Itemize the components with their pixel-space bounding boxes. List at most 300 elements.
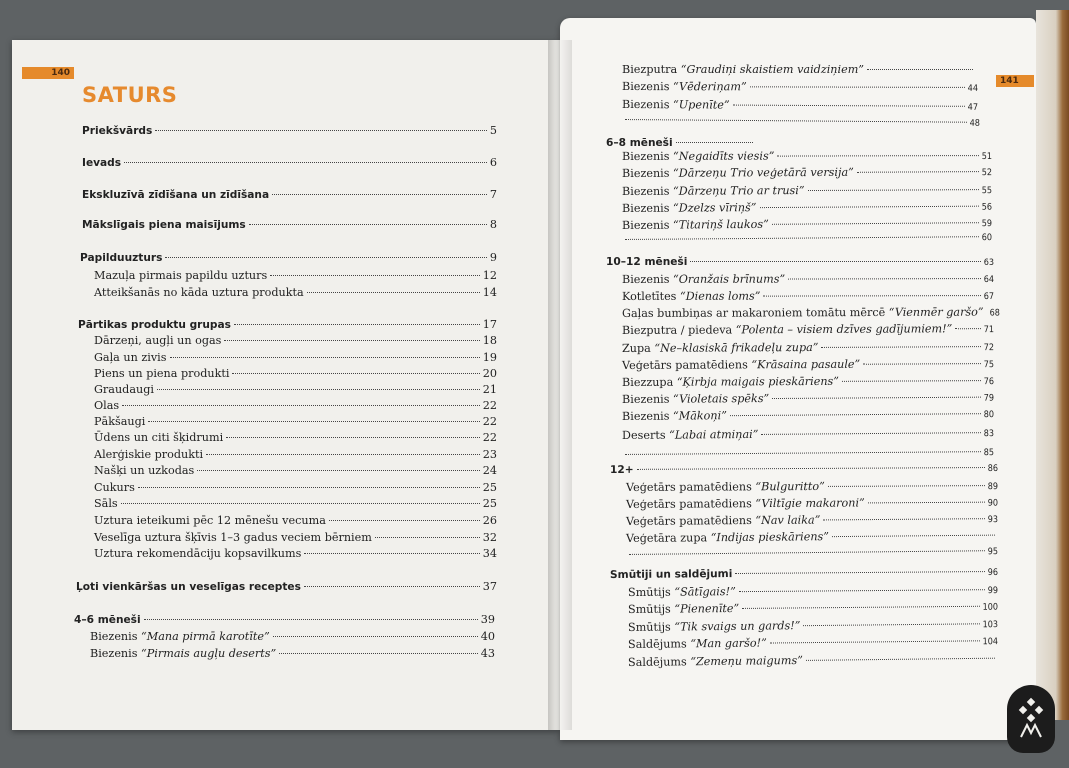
toc-entry-label — [94, 431, 223, 444]
toc-entry-label — [628, 619, 801, 634]
toc-entry-label — [628, 637, 767, 651]
right-toc-entry — [622, 165, 992, 180]
toc-entry-text: Saldējums — [627, 637, 691, 651]
toc-entry-page: 60 — [981, 233, 993, 244]
toc-entry-page: 67 — [983, 292, 995, 303]
toc-entry-text: Zupa — [621, 341, 655, 355]
toc-entry-label — [606, 256, 687, 268]
toc-entry-recipe-title: “Ķirbja maigais pieskāriens” — [676, 374, 840, 389]
left-toc-entry — [94, 464, 497, 477]
toc-entry-label — [94, 383, 154, 396]
toc-entry-page: 5 — [489, 124, 497, 137]
toc-entry-text: Deserts — [621, 428, 670, 442]
dot-leader — [821, 346, 980, 348]
left-page-number: 140 — [22, 67, 74, 79]
right-toc-entry — [622, 340, 994, 355]
toc-entry-text: 12+ — [609, 463, 634, 476]
left-toc-entry — [90, 647, 495, 660]
dot-leader — [823, 518, 984, 520]
toc-entry-page: 8 — [489, 218, 497, 231]
toc-entry-page: 51 — [981, 152, 993, 163]
toc-entry-label — [622, 218, 769, 232]
dot-leader — [304, 586, 480, 587]
toc-entry-recipe-title: “Titariņš laukos” — [672, 217, 769, 232]
toc-entry-text: Olas — [94, 399, 120, 412]
toc-entry-label — [94, 547, 301, 560]
toc-entry-page: 99 — [987, 586, 999, 597]
right-toc-entry — [622, 80, 978, 94]
toc-entry-page: 68 — [989, 308, 1000, 319]
toc-entry-recipe-title: “Negaidīts viesis” — [673, 149, 775, 163]
toc-entry-text: Graudaugi — [94, 383, 154, 396]
toc-entry-text: Piens un piena produkti — [94, 367, 230, 380]
toc-entry-text: Biezenis — [621, 80, 674, 94]
toc-entry-label — [626, 513, 821, 528]
toc-entry-text: Mākslīgais piena maisījums — [82, 219, 246, 231]
toc-entry-recipe-title: “Vēderiņam” — [673, 80, 747, 94]
dot-leader — [777, 155, 978, 157]
dot-leader — [733, 105, 965, 107]
dot-leader — [857, 171, 979, 173]
right-toc-entry — [622, 272, 994, 286]
toc-entry-label — [628, 602, 739, 616]
toc-entry-page: 55 — [981, 186, 993, 197]
right-toc-entry — [606, 137, 756, 149]
toc-entry-label — [622, 375, 839, 389]
dot-leader — [629, 550, 985, 555]
dot-leader — [329, 520, 480, 521]
dot-leader — [788, 278, 981, 280]
toc-entry-label — [94, 497, 118, 510]
toc-entry-page: 6 — [489, 156, 497, 169]
left-toc-entry — [80, 251, 497, 264]
toc-entry-text: Mazuļa pirmais papildu uzturs — [94, 269, 268, 282]
toc-entry-label — [606, 137, 673, 149]
toc-entry-page: 22 — [482, 431, 497, 444]
toc-entry-label — [94, 367, 229, 380]
right-toc-entry — [622, 149, 992, 163]
toc-entry-page: 71 — [983, 325, 995, 336]
toc-entry-text: Biezenis — [621, 218, 674, 232]
toc-entry-recipe-title: “Tik svaigs un gards!” — [674, 619, 801, 634]
toc-entry-label — [622, 322, 952, 337]
toc-entry-label — [626, 530, 829, 545]
toc-entry-text: Našķi un uzkodas — [94, 464, 195, 477]
toc-entry-page: 64 — [983, 275, 995, 286]
toc-entry-text: Veģetārs pamatēdiens — [625, 480, 756, 494]
toc-entry-text: Cukurs — [94, 481, 135, 494]
dot-leader — [867, 69, 973, 70]
toc-entry-text: Veģetārs pamatēdiens — [625, 497, 756, 511]
toc-entry-label — [94, 464, 194, 477]
toc-entry-recipe-title: “Graudiņi skaistiem vaidziņiem” — [680, 63, 865, 76]
toc-entry-text: Smūtiji un saldējumi — [609, 568, 733, 581]
toc-entry-text: Sāls — [94, 497, 118, 510]
dot-leader — [772, 397, 980, 399]
toc-entry-text: Saldējums — [627, 655, 691, 669]
dot-leader — [955, 328, 980, 329]
toc-entry-text: 6–8 mēneši — [606, 137, 673, 149]
dot-leader — [122, 405, 480, 406]
toc-entry-page: 63 — [983, 258, 994, 268]
toc-entry-page: 22 — [482, 399, 497, 412]
toc-entry-page: 25 — [482, 481, 497, 494]
dot-leader — [637, 467, 985, 470]
toc-entry-page: 21 — [482, 383, 497, 396]
toc-entry-page: 90 — [987, 498, 999, 509]
dot-leader — [279, 653, 478, 654]
dot-leader — [375, 537, 480, 538]
dot-leader — [144, 619, 478, 620]
dot-leader — [868, 502, 985, 504]
right-toc-entry — [606, 256, 994, 268]
dot-leader — [272, 194, 487, 195]
toc-entry-label — [622, 409, 727, 423]
toc-entry-page: 20 — [482, 367, 497, 380]
toc-entry-page: 89 — [987, 482, 999, 493]
toc-entry-label — [622, 201, 757, 215]
toc-entry-page: 72 — [983, 343, 995, 354]
left-toc-entry — [94, 286, 497, 299]
toc-entry-text: Biezenis — [90, 647, 142, 660]
toc-entry-page: 48 — [969, 118, 981, 129]
dot-leader — [735, 571, 984, 574]
dot-leader — [625, 119, 967, 123]
toc-entry-label — [80, 252, 162, 264]
toc-entry-recipe-title: “Krāsaina pasaule” — [751, 357, 861, 372]
dot-leader — [690, 261, 980, 262]
toc-entry-recipe-title: “Mana pirmā karotīte” — [141, 630, 270, 643]
toc-entry-label — [628, 585, 736, 599]
book-spine — [548, 40, 572, 730]
dot-leader — [742, 606, 979, 609]
toc-entry-text: Biezenis — [621, 201, 674, 215]
left-toc-entry — [78, 318, 497, 331]
toc-entry-text: 4–6 mēneši — [74, 614, 141, 626]
toc-entry-text: Biezenis — [621, 166, 674, 180]
right-toc-entry — [626, 496, 998, 511]
toc-entry-recipe-title: “Vienmēr garšo” — [888, 305, 984, 319]
toc-entry-page: 104 — [982, 637, 999, 648]
toc-entry-text: Biezenis — [621, 272, 674, 286]
toc-entry-page: 22 — [482, 415, 497, 428]
toc-entry-page: 40 — [480, 630, 495, 643]
left-toc-entry — [76, 580, 497, 593]
toc-entry-label — [74, 614, 141, 626]
toc-entry-label — [90, 647, 276, 660]
left-toc-entry — [94, 514, 497, 527]
toc-entry-page: 59 — [981, 219, 993, 230]
toc-entry-text: Ievads — [82, 157, 122, 169]
toc-entry-recipe-title: “Oranžais brīnums” — [673, 272, 786, 286]
toc-entry-text: Pākšaugi — [94, 415, 146, 428]
toc-entry-label — [76, 581, 301, 593]
right-toc-entry — [622, 200, 992, 215]
toc-entry-page: 9 — [489, 251, 497, 264]
left-toc-entry — [94, 334, 497, 347]
left-toc-entry — [94, 547, 497, 560]
left-toc-entry — [94, 481, 497, 494]
dot-leader — [197, 470, 479, 471]
toc-entry-label — [622, 273, 785, 286]
dot-leader — [124, 162, 487, 163]
toc-entry-page: 25 — [482, 497, 497, 510]
dot-leader — [155, 130, 487, 131]
toc-entry-text: Biezenis — [621, 149, 674, 163]
left-toc-entry — [94, 415, 497, 428]
toc-entry-label — [94, 399, 119, 412]
right-toc-entry — [622, 289, 994, 303]
toc-entry-text: Gaļa un zivis — [94, 351, 167, 364]
toc-entry-text: Biezenis — [621, 409, 674, 423]
toc-entry-label — [94, 351, 167, 364]
toc-entry-recipe-title: “Ne–klasiskā frikadeļu zupa” — [654, 340, 819, 355]
toc-entry-label — [94, 531, 372, 544]
toc-entry-label — [94, 334, 221, 347]
dot-leader — [304, 553, 479, 554]
toc-entry-text: Biezputra — [622, 63, 681, 76]
left-toc-entry — [94, 383, 497, 396]
toc-entry-text: Alerģiskie produkti — [94, 448, 204, 461]
toc-entry-page: 56 — [981, 202, 993, 213]
toc-entry-label — [626, 496, 865, 511]
toc-entry-text: Dārzeņi, augļi un ogas — [94, 334, 222, 347]
toc-entry-recipe-title: “Mākoņi” — [672, 409, 727, 423]
toc-entry-page: 76 — [983, 377, 995, 388]
left-toc-entry — [82, 124, 497, 137]
toc-entry-label — [90, 630, 270, 643]
toc-entry-label — [626, 480, 825, 494]
toc-entry-page: 7 — [489, 188, 497, 201]
toc-entry-text: Uztura rekomendāciju kopsavilkums — [94, 547, 302, 560]
right-toc-entry — [622, 63, 976, 76]
dot-leader — [772, 222, 979, 225]
dot-leader — [761, 432, 980, 435]
toc-entry-label — [82, 125, 152, 137]
dot-leader — [138, 487, 480, 488]
toc-entry-text: Smūtijs — [627, 620, 675, 634]
toc-entry-recipe-title: “Pirmais augļu deserts” — [141, 647, 277, 660]
dot-leader — [232, 373, 479, 374]
left-toc-entry — [94, 351, 497, 364]
toc-entry-text: Biezenis — [621, 184, 674, 198]
dot-leader — [832, 535, 995, 537]
toc-entry-text: Biezenis — [90, 630, 142, 643]
toc-entry-page: 86 — [987, 463, 999, 475]
right-toc-entry — [626, 479, 998, 494]
toc-entry-label — [622, 80, 747, 93]
toc-entry-label — [94, 415, 145, 428]
toc-entry-page: 24 — [482, 464, 497, 477]
toc-entry-text: Smūtijs — [627, 585, 675, 599]
toc-title: SATURS — [82, 83, 178, 107]
toc-entry-recipe-title: “Zemeņu maigums” — [690, 653, 803, 669]
dot-leader — [273, 636, 478, 637]
dot-leader — [763, 295, 980, 297]
dot-leader — [148, 421, 479, 422]
dot-leader — [249, 224, 487, 225]
left-toc-entry — [82, 188, 497, 201]
toc-entry-text: Veģetāra zupa — [625, 531, 711, 545]
toc-entry-recipe-title: “Bulguritto” — [755, 479, 825, 494]
toc-entry-label — [622, 290, 760, 303]
toc-entry-page: 79 — [983, 393, 995, 404]
toc-entry-label — [94, 481, 135, 494]
toc-entry-text: Smūtijs — [627, 602, 675, 616]
toc-entry-page: 43 — [480, 647, 495, 660]
dot-leader — [206, 454, 480, 455]
left-toc-entry — [94, 399, 497, 412]
toc-entry-label — [82, 219, 246, 231]
toc-entry-label — [622, 392, 769, 406]
toc-entry-text: Veselīga uztura šķīvis 1–3 gadus veciem bērniem — [94, 531, 372, 544]
dot-leader — [842, 380, 981, 382]
toc-entry-recipe-title: “Dārzeņu Trio veģetārā versija” — [672, 165, 854, 180]
toc-entry-page: 44 — [967, 83, 979, 94]
toc-entry-label — [622, 428, 759, 442]
toc-entry-text: Biezenis — [621, 392, 674, 406]
toc-entry-label — [622, 98, 730, 112]
toc-entry-page: 34 — [482, 547, 497, 560]
toc-entry-text: Biezzupa — [621, 375, 677, 389]
toc-entry-page: 80 — [983, 410, 995, 421]
toc-entry-label — [622, 306, 984, 320]
left-toc-entry — [94, 431, 497, 444]
left-toc-entry — [82, 218, 497, 231]
toc-entry-label — [622, 358, 860, 372]
right-toc-entry — [622, 357, 994, 372]
toc-entry-text: Priekšvārds — [82, 125, 153, 137]
dot-leader — [270, 275, 480, 276]
left-toc-entry — [82, 156, 497, 169]
right-toc-entry — [622, 322, 994, 337]
dot-leader — [224, 340, 479, 341]
toc-entry-text: Kotletītes — [621, 289, 681, 303]
toc-entry-label — [78, 319, 231, 331]
toc-entry-label — [94, 448, 203, 461]
toc-entry-label — [628, 654, 803, 669]
toc-entry-page: 103 — [982, 620, 999, 631]
toc-entry-text: Uztura ieteikumi pēc 12 mēnešu vecuma — [94, 514, 326, 527]
toc-entry-page: 18 — [482, 334, 497, 347]
dot-leader — [676, 142, 753, 143]
dot-leader — [750, 86, 965, 88]
toc-entry-label — [82, 157, 121, 169]
toc-entry-recipe-title: “Upenīte” — [672, 98, 730, 112]
toc-entry-page: 14 — [482, 286, 497, 299]
toc-entry-recipe-title: “Polenta – visiem dzīves gadījumiem!” — [735, 322, 953, 337]
toc-entry-text: Papilduuzturs — [80, 252, 163, 264]
toc-entry-page: 23 — [482, 448, 497, 461]
dot-leader — [739, 589, 985, 592]
toc-entry-recipe-title: “Man garšo!” — [690, 636, 767, 651]
right-toc-entry — [622, 374, 994, 389]
dot-leader — [165, 257, 486, 258]
toc-entry-label — [94, 286, 304, 299]
toc-entry-text: Pārtikas produktu grupas — [78, 319, 231, 331]
toc-entry-page: 17 — [482, 318, 497, 331]
toc-entry-page: 32 — [482, 531, 497, 544]
left-toc-entry — [94, 448, 497, 461]
toc-entry-recipe-title: “Dienas loms” — [679, 289, 761, 303]
toc-entry-label — [610, 464, 634, 476]
toc-entry-page: 47 — [967, 102, 979, 113]
dot-leader — [803, 623, 979, 626]
toc-entry-recipe-title: “Dārzeņu Trio ar trusi” — [672, 184, 805, 198]
toc-entry-recipe-title: “Dzelzs vīriņš” — [672, 201, 757, 215]
toc-entry-text: Ļoti vienkāršas un veselīgas receptes — [76, 581, 301, 593]
toc-entry-page: 83 — [983, 429, 995, 440]
toc-entry-page: 12 — [482, 269, 497, 282]
dot-leader — [625, 236, 979, 240]
left-toc-entry — [94, 531, 497, 544]
dot-leader — [770, 640, 980, 643]
dot-leader — [121, 503, 480, 504]
toc-entry-label — [610, 568, 732, 581]
toc-entry-recipe-title: “Indijas pieskāriens” — [710, 530, 830, 545]
toc-entry-text: Veģetārs pamatēdiens — [625, 513, 756, 528]
publisher-logo-icon — [1007, 685, 1055, 753]
book-cover-edge — [1036, 10, 1069, 720]
toc-entry-text: Biezputra / piedeva — [621, 323, 736, 337]
toc-entry-label — [622, 166, 854, 180]
toc-entry-text: Veģetārs pamatēdiens — [621, 358, 752, 372]
toc-entry-recipe-title: “Pienenīte” — [674, 601, 740, 616]
toc-entry-page: 100 — [982, 602, 999, 613]
toc-entry-text: Ūdens un citi šķidrumi — [94, 431, 224, 444]
dot-leader — [625, 451, 981, 455]
toc-entry-page: 85 — [983, 448, 995, 459]
toc-entry-page: 26 — [482, 514, 497, 527]
left-toc-entry — [94, 497, 497, 510]
toc-entry-label — [622, 63, 864, 76]
toc-entry-text: Atteikšanās no kāda uztura produkta — [94, 286, 304, 299]
right-toc-entry — [622, 183, 992, 198]
toc-entry-page: 95 — [987, 547, 999, 558]
right-toc-entry — [622, 98, 978, 113]
toc-entry-label — [622, 341, 819, 355]
right-page-number: 141 — [996, 75, 1034, 87]
toc-entry-recipe-title: “Viltīgie makaroni” — [755, 496, 865, 511]
dot-leader — [806, 658, 995, 661]
left-toc-entry — [90, 630, 495, 643]
right-toc-entry — [610, 462, 998, 476]
dot-leader — [170, 357, 480, 358]
toc-entry-label — [94, 269, 267, 282]
dot-leader — [307, 292, 480, 293]
left-toc-entry — [94, 269, 497, 282]
toc-entry-label — [622, 150, 774, 163]
toc-entry-text: Gaļas bumbiņas ar makaroniem tomātu mērcē — [621, 305, 889, 320]
dot-leader — [808, 189, 979, 191]
toc-entry-page: 52 — [981, 168, 993, 179]
toc-entry-recipe-title: “Nav laika” — [755, 513, 821, 527]
toc-entry-recipe-title: “Violetais spēks” — [672, 392, 770, 406]
dot-leader — [234, 324, 480, 325]
dot-leader — [730, 413, 981, 416]
toc-entry-text: Biezenis — [621, 98, 674, 112]
left-toc-entry — [74, 613, 495, 626]
right-toc-entry — [621, 305, 1000, 320]
left-toc-entry — [94, 367, 497, 380]
toc-entry-page: 37 — [482, 580, 497, 593]
toc-entry-recipe-title: “Sātīgais!” — [674, 585, 736, 599]
toc-entry-page: 19 — [482, 351, 497, 364]
toc-entry-page: 96 — [987, 567, 999, 579]
dot-leader — [863, 363, 980, 365]
toc-entry-label — [622, 184, 805, 198]
toc-entry-page: 39 — [480, 613, 495, 626]
